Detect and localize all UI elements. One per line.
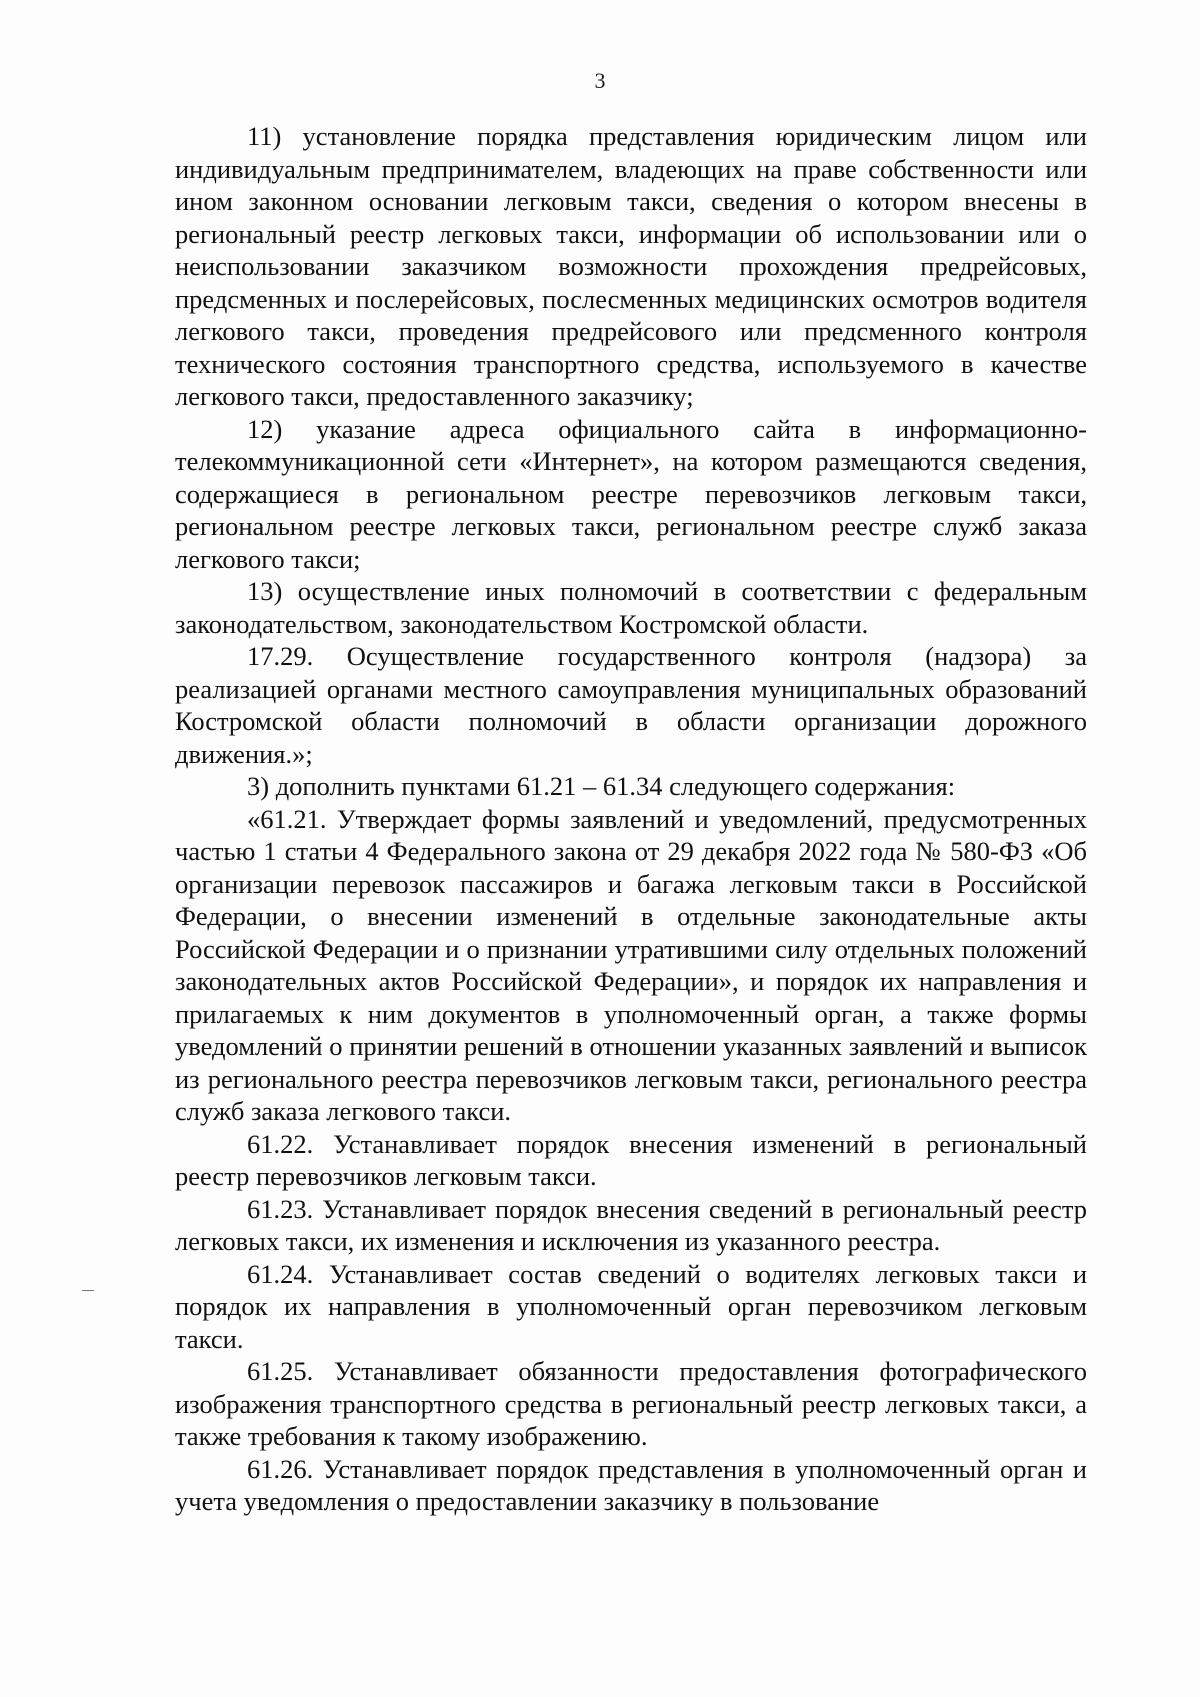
paragraph-61-21: «61.21. Утверждает формы заявлений и уведомлений, предусмотренных частью 1 статьи 4 Федерального закона от 29 декабря 2022 года № 580-ФЗ «Об организации перевозок пассажиров и багажа легковым такси в Российской Федерации, о внесении изменений в отдельные законодательные акты Российской Федерации и о признании утратившими силу отдельных положений законодательных актов Российской Федерации», и порядок их направления и прилагаемых к ним документов в уполномоченный орган, а также формы уведомлений о принятии решений в отношении указанных заявлений и выписок из регионального реестра перевозчиков легковым такси, регионального реестра служб заказа легкового такси. <box>175 803 1087 1126</box>
scan-margin-mark <box>82 1290 94 1291</box>
paragraph-61-25: 61.25. Устанавливает обязанности предоставления фотографического изображения транспортного средства в региональный реестр легковых такси, а также требования к такому изображению. <box>175 1356 1087 1451</box>
paragraph-61-26: 61.26. Устанавливает порядок представления в уполномоченный орган и учета уведомления о предоставлении заказчику в пользование <box>175 1453 1087 1516</box>
paragraph-61-22: 61.22. Устанавливает порядок внесения изменений в региональный реестр перевозчиков легковым такси. <box>175 1128 1087 1191</box>
paragraph-item-11: 11) установление порядка представления юридическим лицом или индивидуальным предпринимателем, владеющих на праве собственности или ином законном основании легковым такси, сведения о котором внесены в региональный реестр легковых такси, информации об использовании или о неиспользовании заказчиком возможности прохождения предрейсовых, предсменных и послерейсовых, послесменных медицинских осмотров водителя легкового такси, проведения предрейсового или предсменного контроля технического состояния транспортного средства, используемого в качестве легкового такси, предоставленного заказчику; <box>175 121 1087 411</box>
paragraph-item-13: 13) осуществление иных полномочий в соответствии с федеральным законодательством, законодательством Костромской области. <box>175 576 1087 639</box>
document-body <box>175 120 1087 1518</box>
paragraph-17-29: 17.29. Осуществление государственного контроля (надзора) за реализацией органами местного самоуправления муниципальных образований Костромской области полномочий в области организации дорожного движения.»; <box>175 641 1087 769</box>
paragraph-amendment-3: 3) дополнить пунктами 61.21 – 61.34 следующего содержания: <box>247 771 956 801</box>
page-number: 3 <box>594 68 606 93</box>
paragraph-61-24: 61.24. Устанавливает состав сведений о водителях легковых такси и порядок их направления в уполномоченный орган перевозчиком легковым такси. <box>175 1258 1087 1354</box>
paragraph-item-12: 12) указание адреса официального сайта в информационно-телекоммуникационной сети «Интернет», на котором размещаются сведения, содержащиеся в региональном реестре перевозчиков легковым такси, региональном реестре легковых такси, региональном реестре служб заказа легкового такси; <box>175 413 1087 574</box>
paragraph-61-23: 61.23. Устанавливает порядок внесения сведений в региональный реестр легковых такси, их изменения и исключения из указанного реестра. <box>175 1193 1087 1256</box>
